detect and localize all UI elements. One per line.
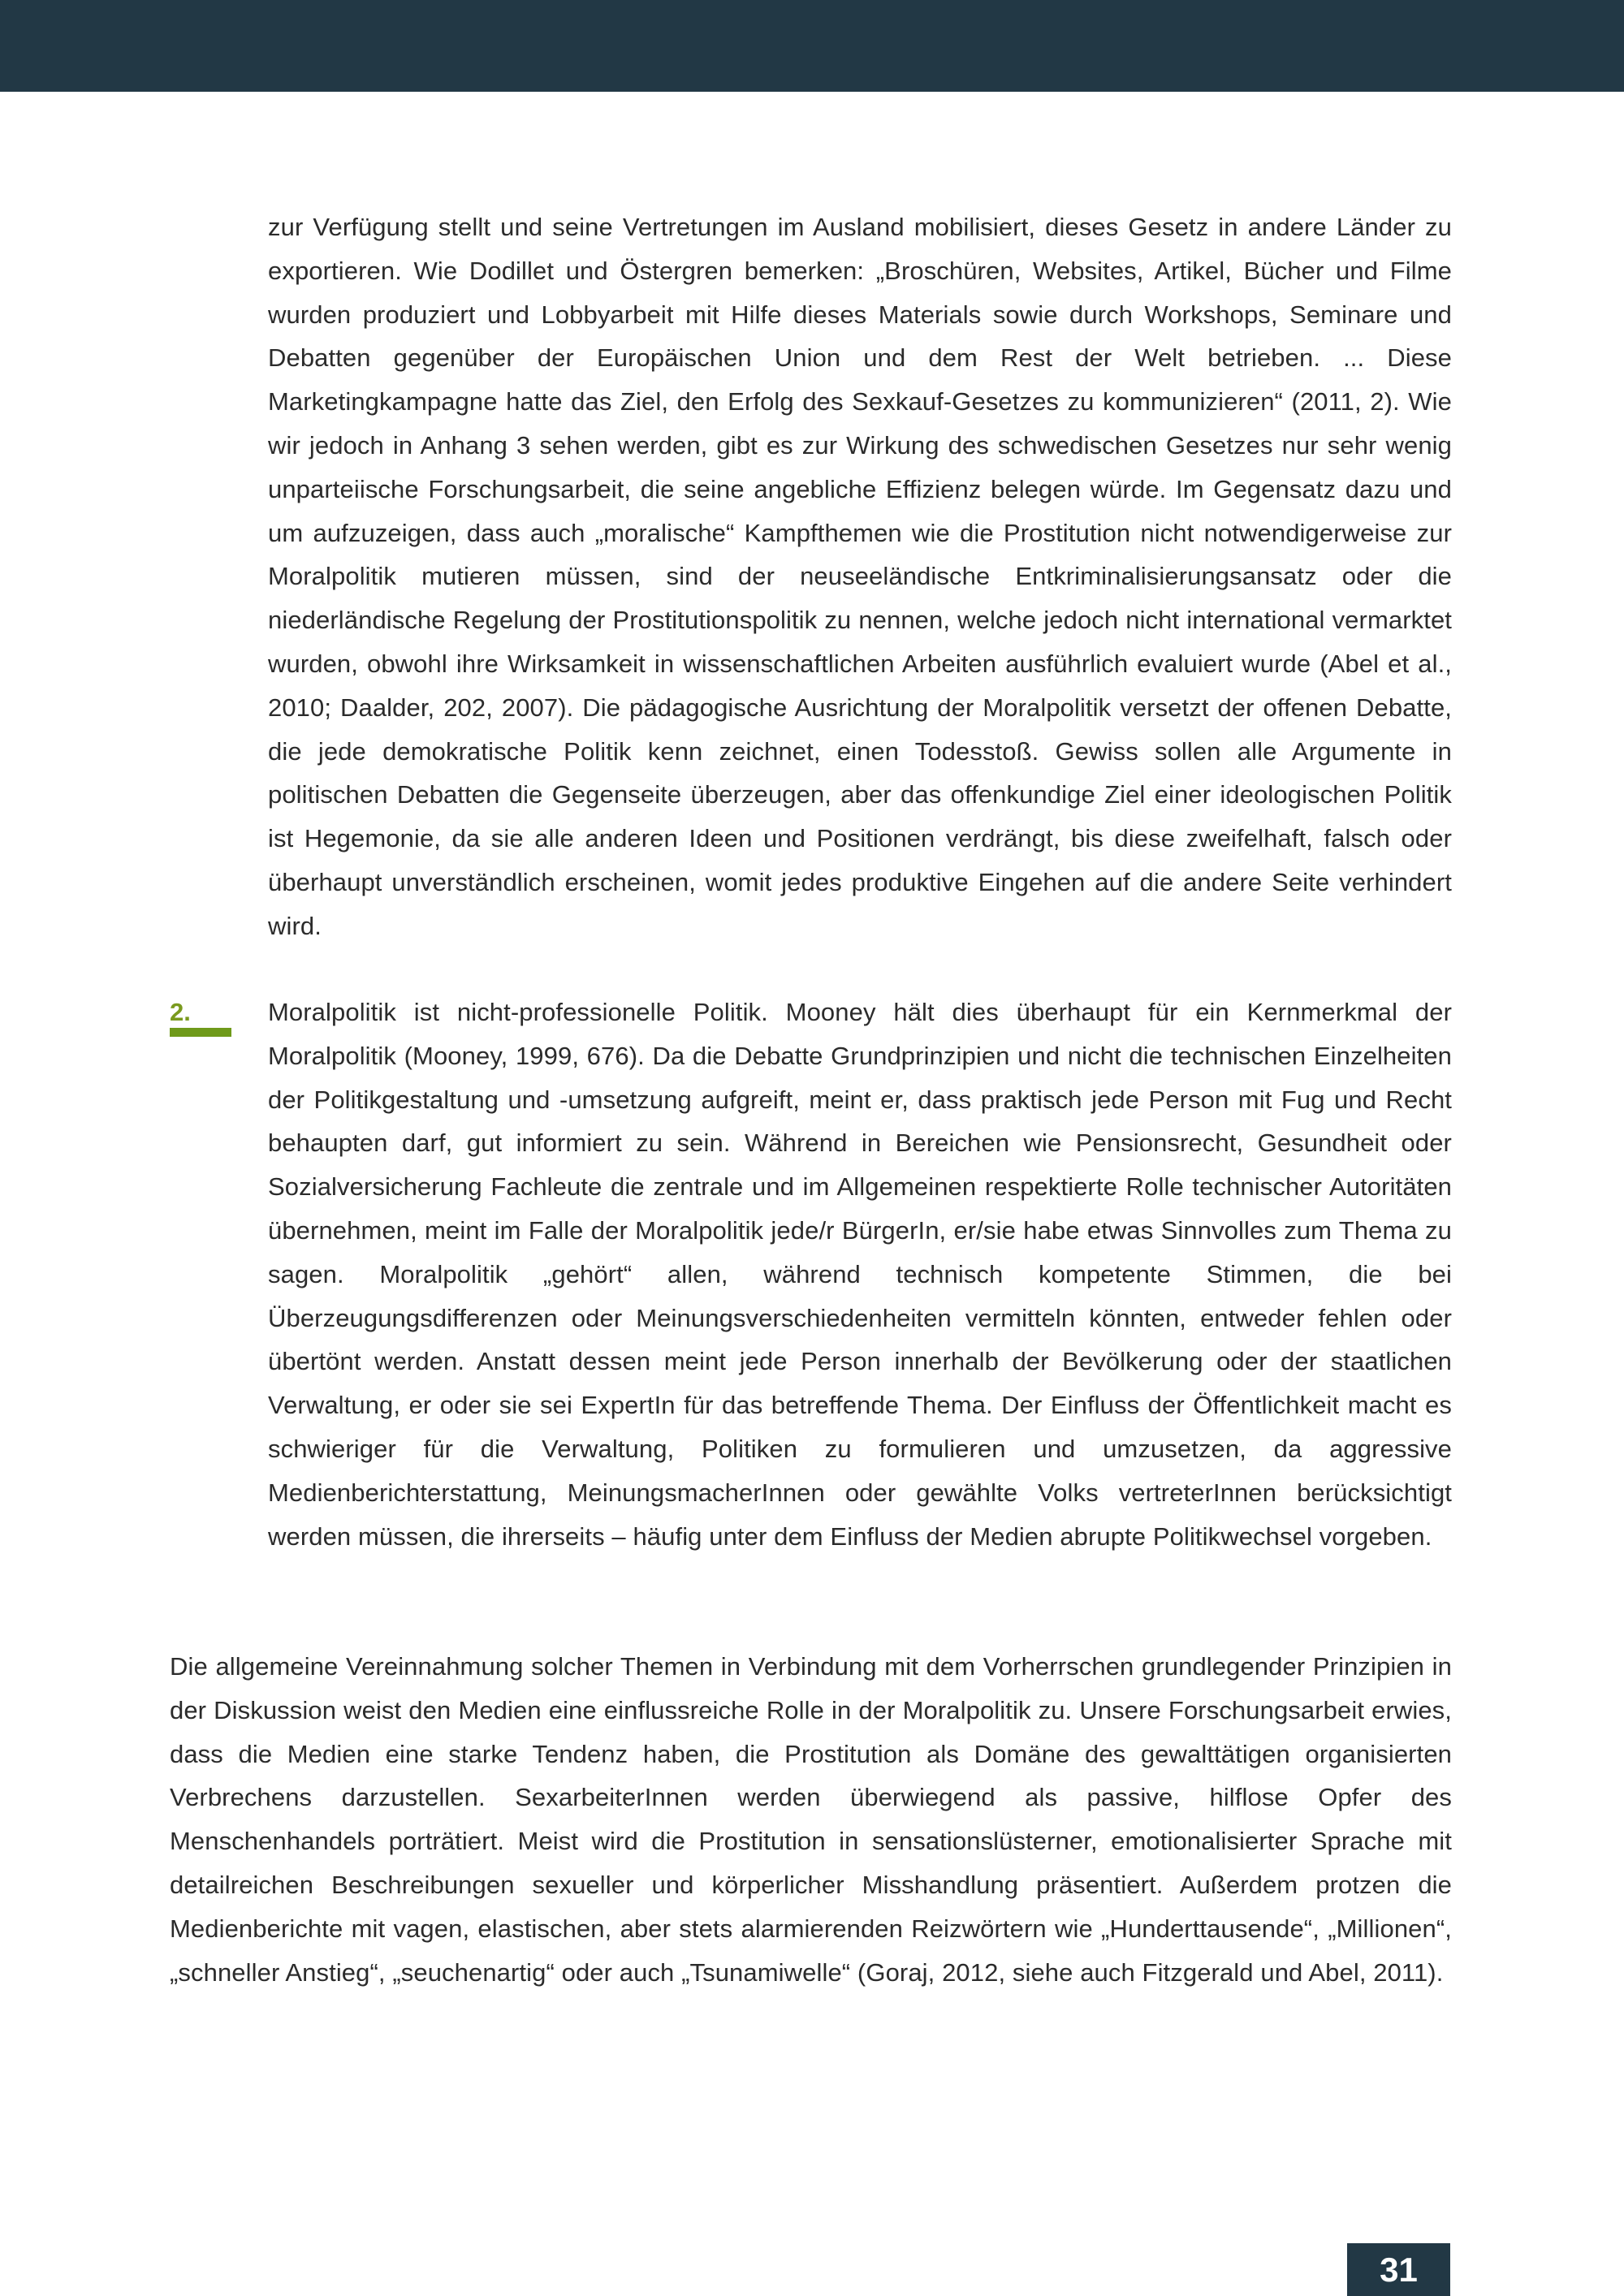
list-number-underline bbox=[170, 1028, 231, 1037]
page-number: 31 bbox=[1347, 2243, 1450, 2296]
paragraph-media-role: Die allgemeine Vereinnahmung solcher Themen in Verbindung mit dem Vorherrschen grundlegender Prinzipien in der Diskussion weist den Medien eine einflussreiche Rolle in der Moralpolitik zu. Unsere Forschungsarbeit erwies, dass die Medien eine starke Tendenz haben, die Prostitution als Domäne des gewalttätigen organisierten Verbrechens darzustellen. SexarbeiterInnen werden überwiegend als passive, hilflose Opfer des Menschenhandels porträtiert. Meist wird die Prostitution in sensationslüsterner, emotionalisierter Sprache mit detailreichen Beschreibungen sexueller und körperlicher Misshandlung präsentiert. Außerdem protzen die Medienberichte mit vagen, elastischen, aber stets alarmierenden Reizwörtern wie „Hunderttausende“, „Millionen“, „schneller Anstieg“, „seuchenartig“ oder auch „Tsunamiwelle“ (Goraj, 2012, siehe auch Fitzgerald und Abel, 2011). bbox=[170, 1652, 1452, 1987]
list-item-number: 2. bbox=[170, 998, 191, 1026]
header-bar bbox=[0, 0, 1624, 92]
list-item-text: Moralpolitik ist nicht-professionelle Politik. Mooney hält dies überhaupt für ein Kernmerkmal der Moralpolitik (Mooney, 1999, 676). Da die Debatte Grundprinzipien und nicht die technischen Einzelheiten der Politikgestaltung und -umsetzung aufgreift, meint er, dass praktisch jede Person mit Fug und Recht behaupten darf, gut informiert zu sein. Während in Bereichen wie Pensionsrecht, Gesundheit oder Sozialversicherung Fachleute die zentrale und im Allgemeinen respektierte Rolle technischer Autoritäten übernehmen, meint im Falle der Moralpolitik jede/r BürgerIn, er/sie habe etwas Sinnvolles zum Thema zu sagen. Moralpolitik „gehört“ allen, während technisch kompetente Stimmen, die bei Überzeugungsdifferenzen oder Meinungsverschiedenheiten vermitteln könnten, entweder fehlen oder übertönt werden. Anstatt dessen meint jede Person innerhalb der Bevölkerung oder der staatlichen Verwaltung, er oder sie sei ExpertIn für das betreffende Thema. Der Einfluss der Öffentlichkeit macht es schwieriger für die Verwaltung, Politiken zu formulieren und umzusetzen, da aggressive Medienberichterstattung, MeinungsmacherInnen oder gewählte Volks vertreterInnen berücksichtigt werden müssen, die ihrerseits – häufig unter dem Einfluss der Medien abrupte Politikwechsel vorgeben. bbox=[268, 998, 1452, 1551]
paragraph-continued: zur Verfügung stellt und seine Vertretungen im Ausland mobilisiert, dieses Gesetz in andere Länder zu exportieren. Wie Dodillet und Östergren bemerken: „Broschüren, Websites, Artikel, Bücher und Filme wurden produziert und Lobbyarbeit mit Hilfe dieses Materials sowie durch Workshops, Seminare und Debatten gegenüber der Europäischen Union und dem Rest der Welt betrieben. ... Diese Marketingkampagne hatte das Ziel, den Erfolg des Sexkauf-Gesetzes zu kommunizieren“ (2011, 2). Wie wir jedoch in Anhang 3 sehen werden, gibt es zur Wirkung des schwedischen Gesetzes nur sehr wenig unparteiische Forschungsarbeit, die seine angebliche Effizienz belegen würde. Im Gegensatz dazu und um aufzuzeigen, dass auch „moralische“ Kampfthemen wie die Prostitution nicht notwendigerweise zur Moralpolitik mutieren müssen, sind der neuseeländische Entkriminalisierungsansatz oder die niederländische Regelung der Prostitutionspolitik zu nennen, welche jedoch nicht international vermarktet wurden, obwohl ihre Wirksamkeit in wissenschaftlichen Arbeiten ausführlich evaluiert wurde (Abel et al., 2010; Daalder, 202, 2007). Die pädagogische Ausrichtung der Moralpolitik versetzt der offenen Debatte, die jede demokratische Politik kenn zeichnet, einen Todesstoß. Gewiss sollen alle Argumente in politischen Debatten die Gegenseite überzeugen, aber das offenkundige Ziel einer ideologischen Politik ist Hegemonie, da sie alle anderen Ideen und Positionen verdrängt, bis diese zweifelhaft, falsch oder überhaupt unverständlich erscheinen, womit jedes produktive Eingehen auf die andere Seite verhindert wird. bbox=[268, 213, 1452, 940]
